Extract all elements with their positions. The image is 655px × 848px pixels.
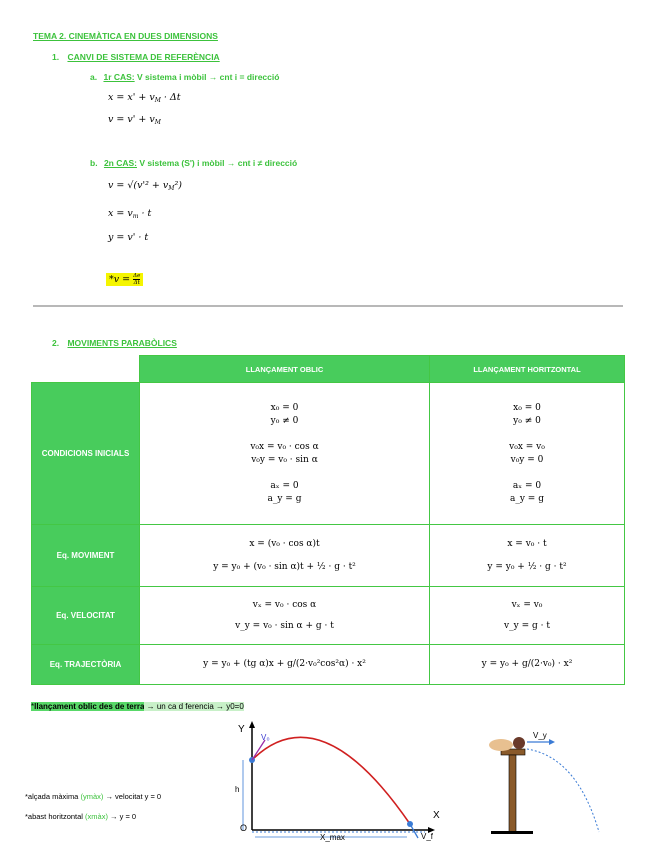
parabolic-motion-table — [31, 355, 625, 685]
velocity-definition-highlight: *v = $\frac{\Delta e}{\Delta t}$ — [106, 273, 143, 286]
case-a-eq1: $x = x' + v_M \cdot \Delta t$ — [108, 92, 181, 104]
page-title: TEMA 2. CINEMÀTICA EN DUES DIMENSIONS — [33, 31, 218, 41]
case-b-eq1: $v = √(v'^2 + v_M^2)$ — [108, 180, 182, 192]
velocity-arrowhead — [549, 739, 555, 745]
section1-heading — [52, 52, 220, 62]
case-a-label: 1r CAS: — [103, 72, 135, 82]
case-b-heading — [90, 158, 297, 168]
origin-label: O — [240, 823, 248, 833]
case-a-letter: a. — [90, 72, 98, 82]
vf-vector — [410, 824, 418, 838]
cell-oblic-condicions: x₀ = 0 y₀ ≠ 0 v₀x = v₀ · cos α v₀y = v₀ · sin α aₓ = 0 a_y = g — [140, 383, 430, 525]
note-alcada-maxima: *alçada màxima (ymàx) → velocitat y = 0 — [25, 792, 162, 801]
case-b-eq3: y = v' · t — [108, 232, 149, 243]
case-b-letter: b. — [90, 158, 98, 168]
section1-title: CANVI DE SISTEMA DE REFERÈNCIA — [67, 52, 220, 62]
case-b-label: 2n CAS: — [103, 158, 137, 168]
cell-horitz-trajectoria: y = y₀ + g/(2·v₀) · x² — [430, 645, 625, 685]
trajectory-dashed — [527, 749, 599, 832]
x-axis-label: X — [433, 810, 440, 821]
ball — [513, 737, 525, 749]
cell-horitz-condicions: x₀ = 0 y₀ ≠ 0 v₀x = v₀ v₀y = 0 aₓ = 0 a_y = g — [430, 383, 625, 525]
note-oblic-terra: *llançament oblic des de terra → un ca d ferencia → y0=0 — [31, 702, 244, 711]
section1-number: 1. — [52, 52, 60, 62]
cell-horitz-moviment: x = v₀ · t y = y₀ + ½ · g · t² — [430, 525, 625, 587]
oblique-launch-diagram — [225, 718, 450, 843]
vf-label: V_f — [421, 832, 434, 841]
cell-oblic-velocitat: vₓ = v₀ · cos α v_y = v₀ · sin α + g · t — [140, 587, 430, 645]
case-a-eq2: $v = v' + v_M$ — [108, 114, 161, 126]
row-label-condicions: CONDICIONS INICIALS — [32, 383, 140, 525]
section2-title: MOVIMENTS PARABÒLICS — [67, 338, 177, 348]
case-b-desc: V sistema (S') i mòbil → cnt i ≠ direcció — [137, 158, 298, 168]
y-axis-label: Y — [238, 724, 245, 735]
table-base — [491, 831, 533, 834]
v0-label: V₀ — [261, 733, 270, 742]
hand — [489, 739, 513, 751]
height-label: h — [235, 785, 240, 794]
y-axis-arrow — [249, 721, 255, 728]
case-a-desc: V sistema i mòbil → cnt i = direcció — [134, 72, 280, 82]
cell-oblic-trajectoria: y = y₀ + (tg α)x + g/(2·v₀²cos²α) · x² — [140, 645, 430, 685]
row-label-velocitat: Eq. VELOCITAT — [32, 587, 140, 645]
case-b-eq2: $x = v_m \cdot t$ — [108, 208, 152, 220]
row-label-trajectoria: Eq. TRAJECTÒRIA — [32, 645, 140, 685]
section2-heading — [52, 338, 177, 348]
col-header-oblic: LLANÇAMENT OBLIC — [140, 356, 430, 383]
note-abast-horitzontal: *abast horitzontal (xmàx) → y = 0 — [25, 812, 137, 821]
row-label-moviment: Eq. MOVIMENT — [32, 525, 140, 587]
table-leg — [509, 755, 516, 833]
vy-label: V_y — [533, 731, 547, 740]
cell-horitz-velocitat: vₓ = v₀ v_y = g · t — [430, 587, 625, 645]
horizontal-launch-diagram — [487, 727, 612, 837]
case-a-heading — [90, 72, 279, 82]
cell-oblic-moviment: x = (v₀ · cos α)t y = y₀ + (v₀ · sin α)t + ½ · g · t² — [140, 525, 430, 587]
section-divider — [33, 305, 623, 307]
col-header-horitzontal: LLANÇAMENT HORITZONTAL — [430, 356, 625, 383]
trajectory-curve — [252, 737, 410, 824]
section2-number: 2. — [52, 338, 60, 348]
xmax-label: X_max — [320, 833, 345, 842]
